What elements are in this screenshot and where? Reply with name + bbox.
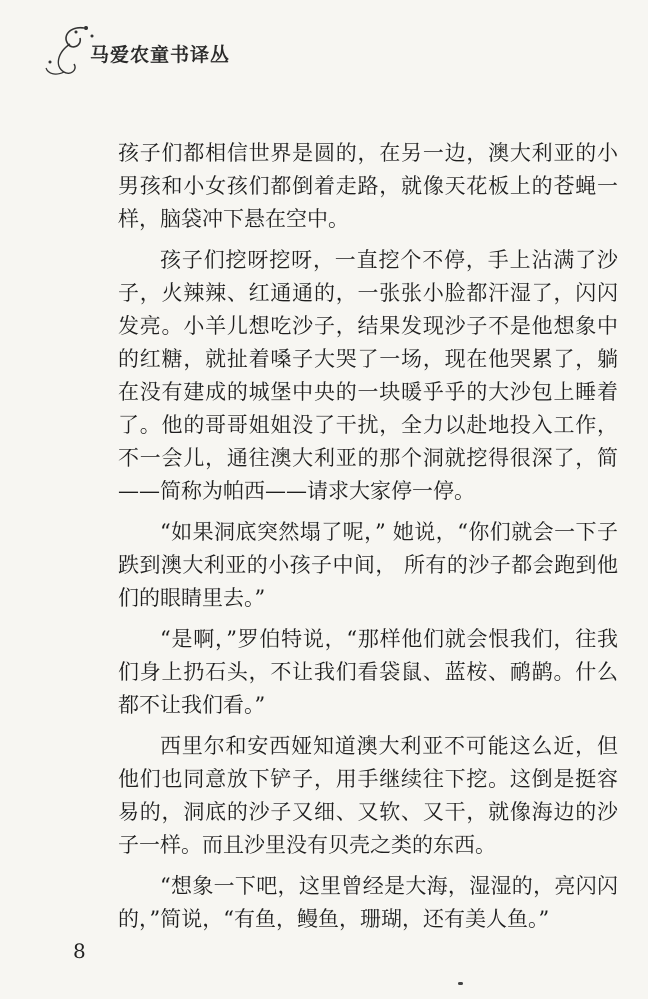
- running-header: [40, 22, 340, 82]
- paragraph-2: 孩子们挖呀挖呀，一直挖个不停，手上沾满了沙子，火辣辣、红通通的，一张张小脸都汗湿了，闪闪发亮。小羊儿想吃沙子，结果发现沙子不是他想象中的红糖，就扯着嗓子大哭了一场，现在他哭累了，躺在没有建成的城堡中央的一块暖乎乎的大沙包上睡着了。他的哥哥姐姐没了干扰，全力以赴地投入工作，不一会儿，通往澳大利亚的那个洞就挖得很深了，简——简称为帕西——请求大家停一停。: [118, 248, 618, 503]
- paragraph-3: “如果洞底突然塌了呢，” 她说，“你们就会一下子跌到澳大利亚的小孩子中间， 所有的沙子都会跑到他们的眼睛里去。”: [118, 520, 618, 610]
- paragraph-5: 西里尔和安西娅知道澳大利亚不可能这么近，但他们也同意放下铲子，用手继续往下挖。这倒是挺容易的，洞底的沙子又细、又软、又干，就像海边的沙子一样。而且沙里没有贝壳之类的东西。: [118, 734, 618, 857]
- paragraph-6: “想象一下吧，这里曾经是大海，湿湿的，亮闪闪的，”简说，“有鱼，鳗鱼，珊瑚，还有美人鱼。”: [118, 874, 618, 931]
- paragraph-4: “是啊，”罗伯特说，“那样他们就会恨我们，往我们身上扔石头，不让我们看袋鼠、蓝桉、鸸鹋。什么都不让我们看。”: [118, 627, 618, 717]
- series-title: 马爱农童书译丛: [90, 44, 231, 66]
- paragraph-1: 孩子们都相信世界是圆的，在另一边，澳大利亚的小男孩和小女孩们都倒着走路，就像天花板上的苍蝇一样，脑袋冲下悬在空中。: [118, 141, 618, 231]
- body-text: [118, 137, 618, 944]
- page-number: 8: [73, 939, 86, 963]
- ink-dot: [458, 982, 463, 985]
